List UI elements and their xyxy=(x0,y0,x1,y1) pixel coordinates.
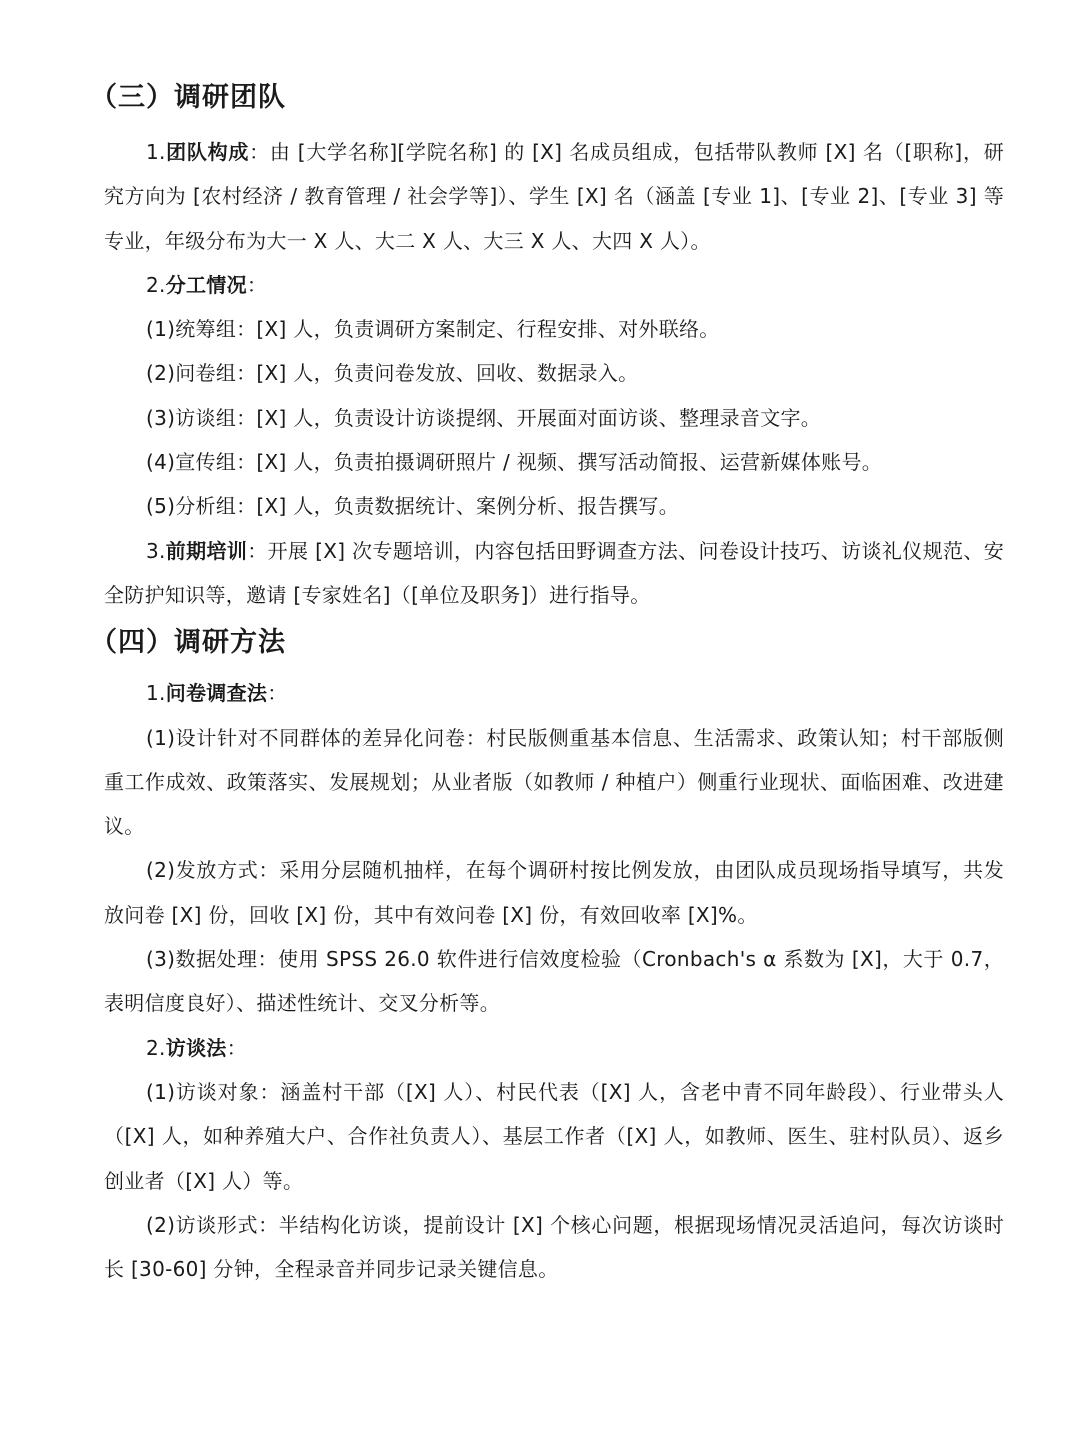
list-item-coordination-group: (1)统筹组：[X] 人，负责调研方案制定、行程安排、对外联络。 xyxy=(146,317,720,342)
list-item-questionnaire-group: (2)问卷组：[X] 人，负责问卷发放、回收、数据录入。 xyxy=(146,361,639,386)
list-item-analysis-group: (5)分析组：[X] 人，负责数据统计、案例分析、报告撰写。 xyxy=(146,494,679,519)
paragraph-division-of-work xyxy=(104,263,1004,307)
item-label-interview-method: 访谈法 xyxy=(165,1035,227,1060)
paragraph-pre-training xyxy=(104,529,1004,618)
list-item-questionnaire-design: (1)设计针对不同群体的差异化问卷：村民版侧重基本信息、生活需求、政策认知；村干部版侧重工作成效、政策落实、发展规划；从业者版（如教师 / 种植户）侧重行业现状、面临困难、改进建议。 xyxy=(104,725,1004,839)
item-text: ： xyxy=(267,681,288,706)
document-body xyxy=(90,74,1004,1291)
item-number: 2. xyxy=(146,272,166,297)
list-item-distribution-method: (2)发放方式：采用分层随机抽样，在每个调研村按比例发放，由团队成员现场指导填写，共发放问卷 [X] 份，回收 [X] 份，其中有效问卷 [X] 份，有效回收率 [X]%。 xyxy=(104,858,1004,927)
list-item-publicity-group: (4)宣传组：[X] 人，负责拍摄调研照片 / 视频、撰写活动简报、运营新媒体账号。 xyxy=(146,450,883,475)
item-label-pre-training: 前期培训 xyxy=(165,538,248,563)
item-number: 2. xyxy=(146,1035,166,1060)
item-text: ： xyxy=(226,1035,247,1060)
item-label-questionnaire-method: 问卷调查法 xyxy=(165,681,268,706)
paragraph-interview-method xyxy=(104,1026,1004,1070)
section-title-research-team: （三）调研团队 xyxy=(90,82,286,113)
section-title-research-methods: （四）调研方法 xyxy=(90,627,286,659)
list-item-interview-format: (2)访谈形式：半结构化访谈，提前设计 [X] 个核心问题，根据现场情况灵活追问，每次访谈时长 [30-60] 分钟，全程录音并同步记录关键信息。 xyxy=(104,1212,1004,1282)
item-label-team-composition: 团队构成 xyxy=(165,140,250,164)
item-label-division-of-work: 分工情况 xyxy=(165,272,247,297)
item-text: ：开展 [X] 次专题培训，内容包括田野调查方法、问卷设计技巧、访谈礼仪规范、安全防护知识等，邀请 [专家姓名]（[单位及职务]）进行指导。 xyxy=(104,538,1004,607)
item-number: 1. xyxy=(146,681,166,706)
list-item-interview-subjects: (1)访谈对象：涵盖村干部（[X] 人）、村民代表（[X] 人，含老中青不同年龄段）、行业带头人（[X] 人，如种养殖大户、合作社负责人）、基层工作者（[X] 人，如教师、医生、驻村队员）、返乡创业者（[X] 人）等。 xyxy=(104,1079,1004,1193)
item-text: ：由 [大学名称][学院名称] 的 [X] 名成员组成，包括带队教师 [X] 名（[职称]，研究方向为 [农村经济 / 教育管理 / 社会学等]）、学生 [X] 名（涵盖 [专业 1]、[专业 2]、[专业 3] 等专业，年级分布为大一 X 人、大二 X 人、大三 X 人、大四 X 人）。 xyxy=(104,140,1004,253)
list-item-data-processing: (3)数据处理：使用 SPSS 26.0 软件进行信效度检验（Cronbach's α 系数为 [X]，大于 0.7，表明信度良好）、描述性统计、交叉分析等。 xyxy=(104,947,1004,1016)
item-number: 1. xyxy=(146,140,166,164)
item-number: 3. xyxy=(146,538,166,563)
item-text: ： xyxy=(246,272,268,297)
paragraph-team-composition xyxy=(104,130,1004,263)
list-item-interview-group: (3)访谈组：[X] 人，负责设计访谈提纲、开展面对面访谈、整理录音文字。 xyxy=(146,405,822,430)
paragraph-questionnaire-method xyxy=(104,671,1004,715)
